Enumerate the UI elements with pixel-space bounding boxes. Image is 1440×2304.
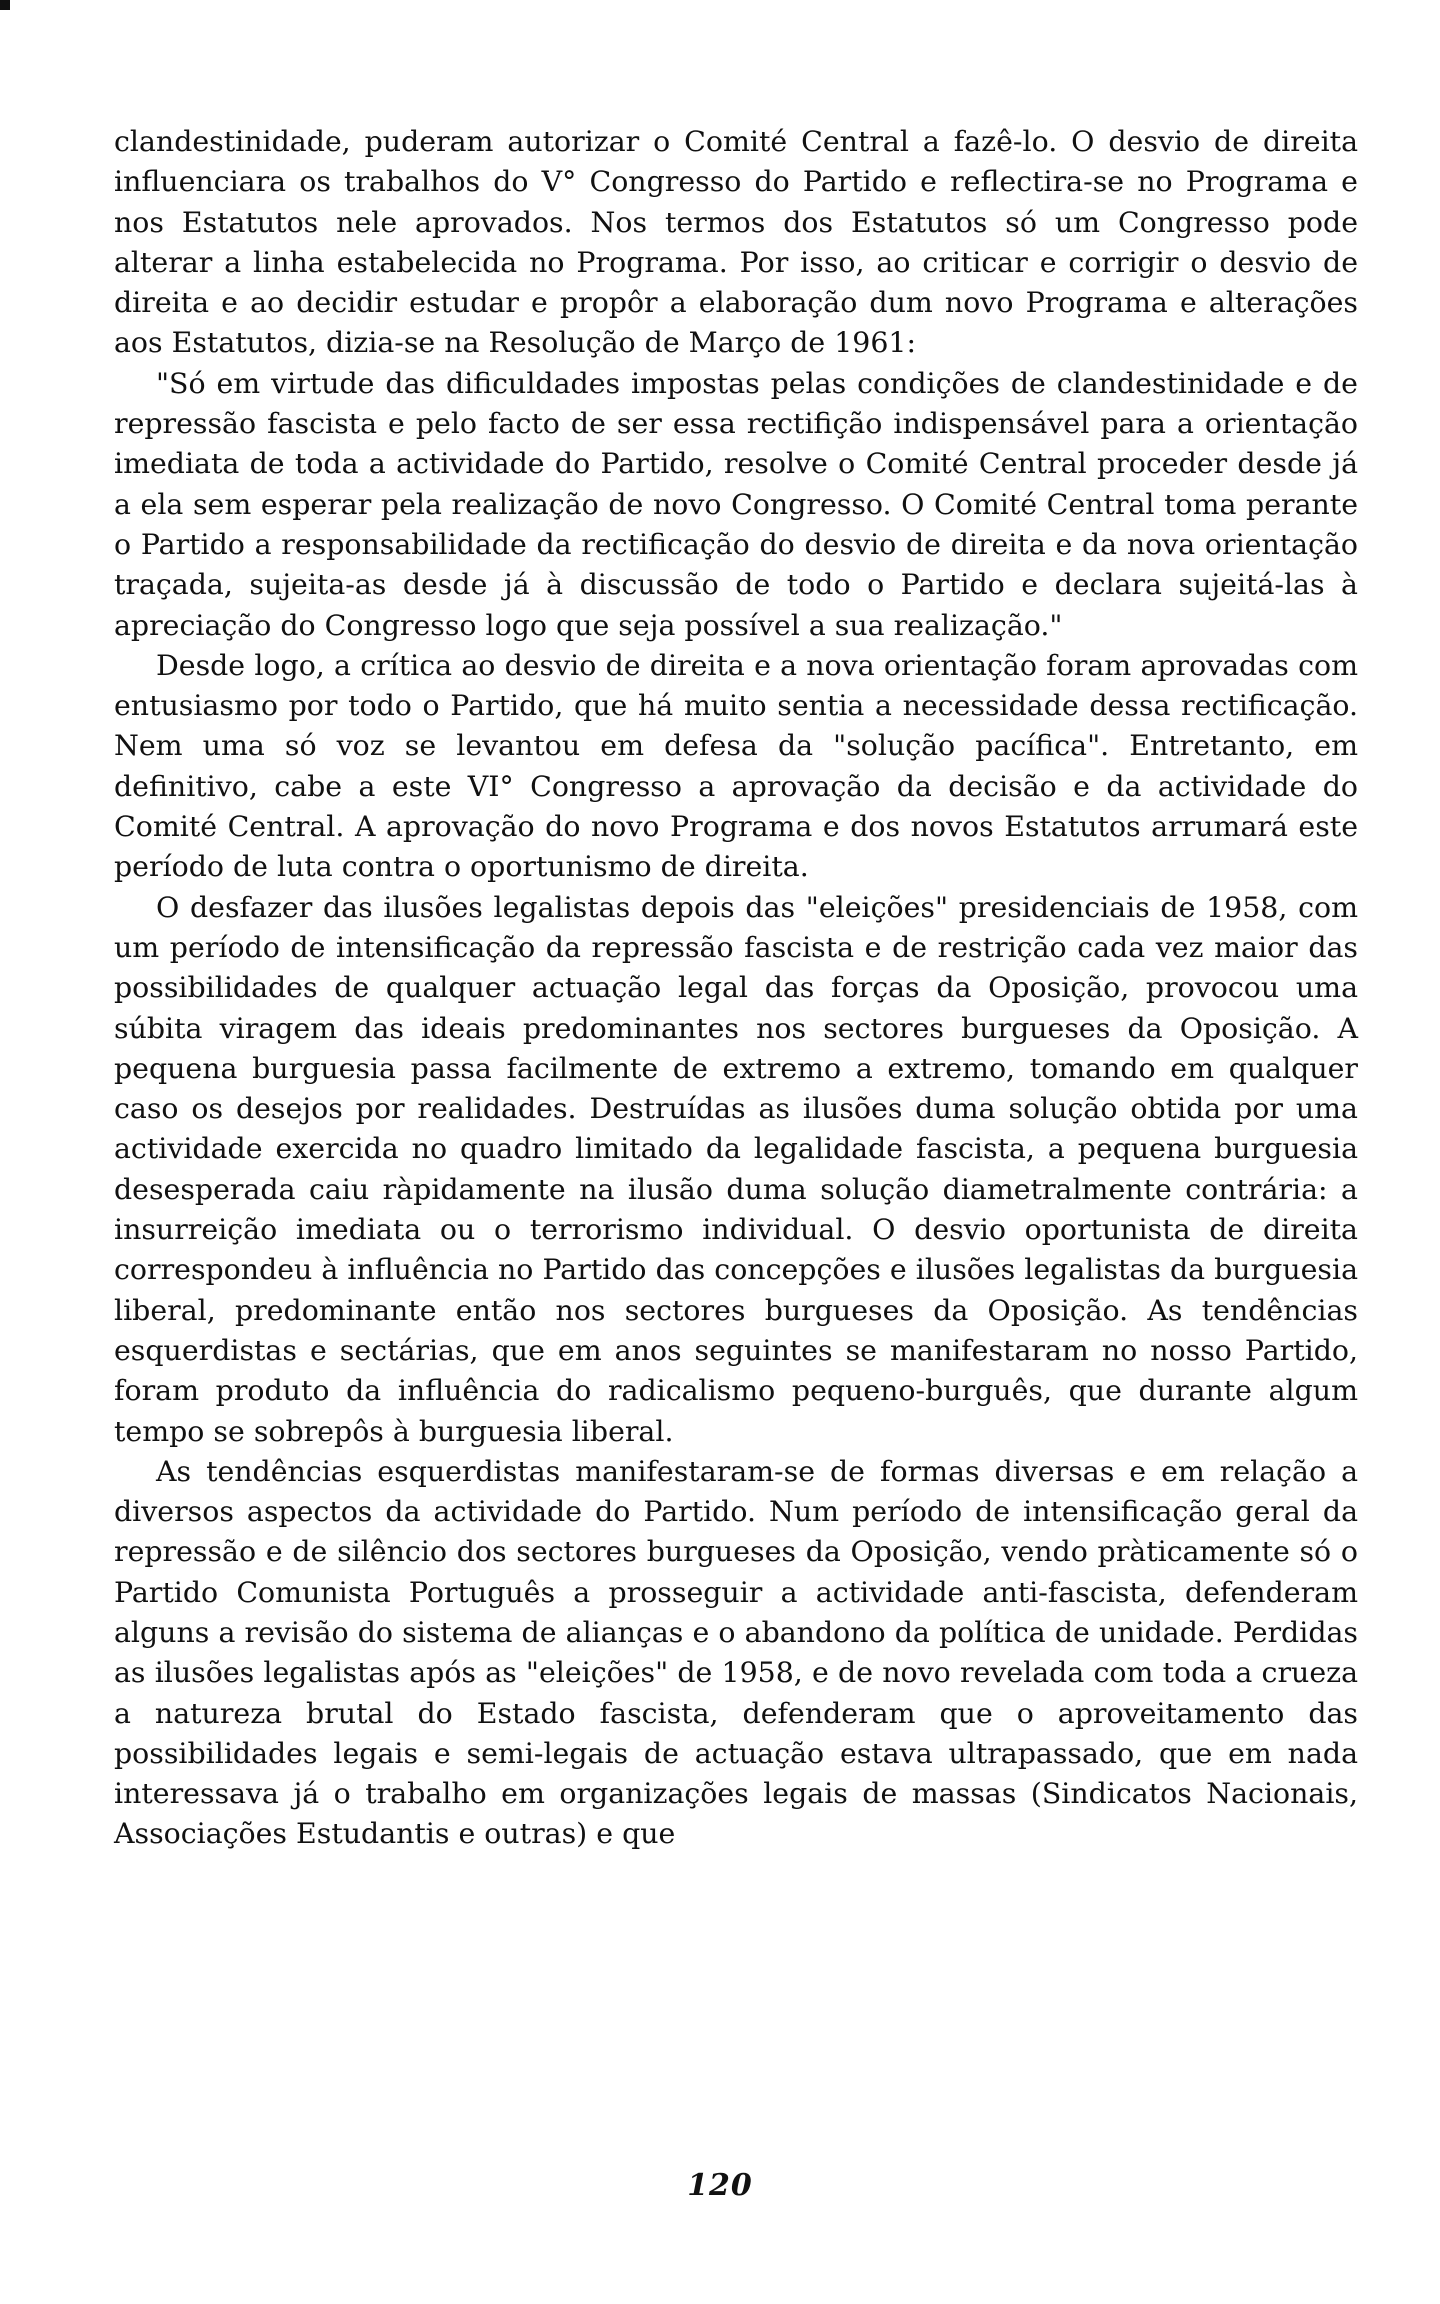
- scan-corner-mark: [0, 0, 10, 10]
- page-number: 120: [687, 2168, 753, 2203]
- paragraph-quotation: "Só em virtude das dificuldades impostas pelas condições de clandestinidade e de repressão fascista e pelo facto de ser essa rectifição indispensável para a orientação imediata de toda a actividade do Partido, resolve o Comité Central proceder desde já a ela sem esperar pela realização de novo Congresso. O Comité Central toma perante o Partido a responsabilidade da rectificação do desvio de direita e da nova orientação traçada, sujeita-as desde já à discussão de todo o Partido e declara sujeitá-las à apreciação do Congresso logo que seja possível a sua realização.": [114, 366, 1358, 642]
- paragraph: O desfazer das ilusões legalistas depois das "eleições" presidenciais de 1958, com um período de intensificação da repressão fascista e de restrição cada vez maior das possibilidades de qualquer actuação legal das forças da Oposição, provocou uma súbita viragem das ideais predominantes nos sectores burgueses da Oposição. A pequena burguesia passa facilmente de extremo a extremo, tomando em qualquer caso os desejos por realidades. Destruídas as ilusões duma solução obtida por uma actividade exercida no quadro limitado da legalidade fascista, a pequena burguesia desesperada caiu ràpidamente na ilusão duma solução diametralmente contrária: a insurreição imediata ou o terrorismo individual. O desvio oportunista de direita correspondeu à influência no Partido das concepções e ilusões legalistas da burguesia liberal, predominante então nos sectores burgueses da Oposição. As tendências esquerdistas e sectárias, que em anos seguintes se manifestaram no nosso Partido, foram produto da influência do radicalismo pequeno-burguês, que durante algum tempo se sobrepôs à burguesia liberal.: [114, 890, 1358, 1448]
- paragraph-continuation: clandestinidade, puderam autorizar o Comité Central a fazê-lo. O desvio de direita influenciara os trabalhos do V° Congresso do Partido e reflectira-se no Programa e nos Estatutos nele aprovados. Nos termos dos Estatutos só um Congresso pode alterar a linha estabelecida no Programa. Por isso, ao criticar e corrigir o desvio de direita e ao decidir estudar e propôr a elaboração dum novo Programa e alterações aos Estatutos, dizia-se na Resolução de Março de 1961:: [114, 125, 1358, 360]
- paragraph: Desde logo, a crítica ao desvio de direita e a nova orientação foram aprovadas com entusiasmo por todo o Partido, que há muito sentia a necessidade dessa rectificação. Nem uma só voz se levantou em defesa da "solução pacífica". Entretanto, em definitivo, cabe a este VI° Congresso a aprovação da decisão e da actividade do Comité Central. A aprovação do novo Programa e dos novos Estatutos arrumará este período de luta contra o oportunismo de direita.: [114, 648, 1358, 884]
- body-text: [114, 122, 1358, 1855]
- paragraph: As tendências esquerdistas manifestaram-se de formas diversas e em relação a diversos aspectos da actividade do Partido. Num período de intensificação geral da repressão e de silêncio dos sectores burgueses da Oposição, vendo pràticamente só o Partido Comunista Português a prosseguir a actividade anti-fascista, defenderam alguns a revisão do sistema de alianças e o abandono da política de unidade. Perdidas as ilusões legalistas após as "eleições" de 1958, e de novo revelada com toda a crueza a natureza brutal do Estado fascista, defenderam que o aproveitamento das possibilidades legais e semi-legais de actuação estava ultrapassado, que em nada interessava já o trabalho em organizações legais de massas (Sindicatos Nacionais, Associações Estudantis e outras) e que: [114, 1454, 1358, 1851]
